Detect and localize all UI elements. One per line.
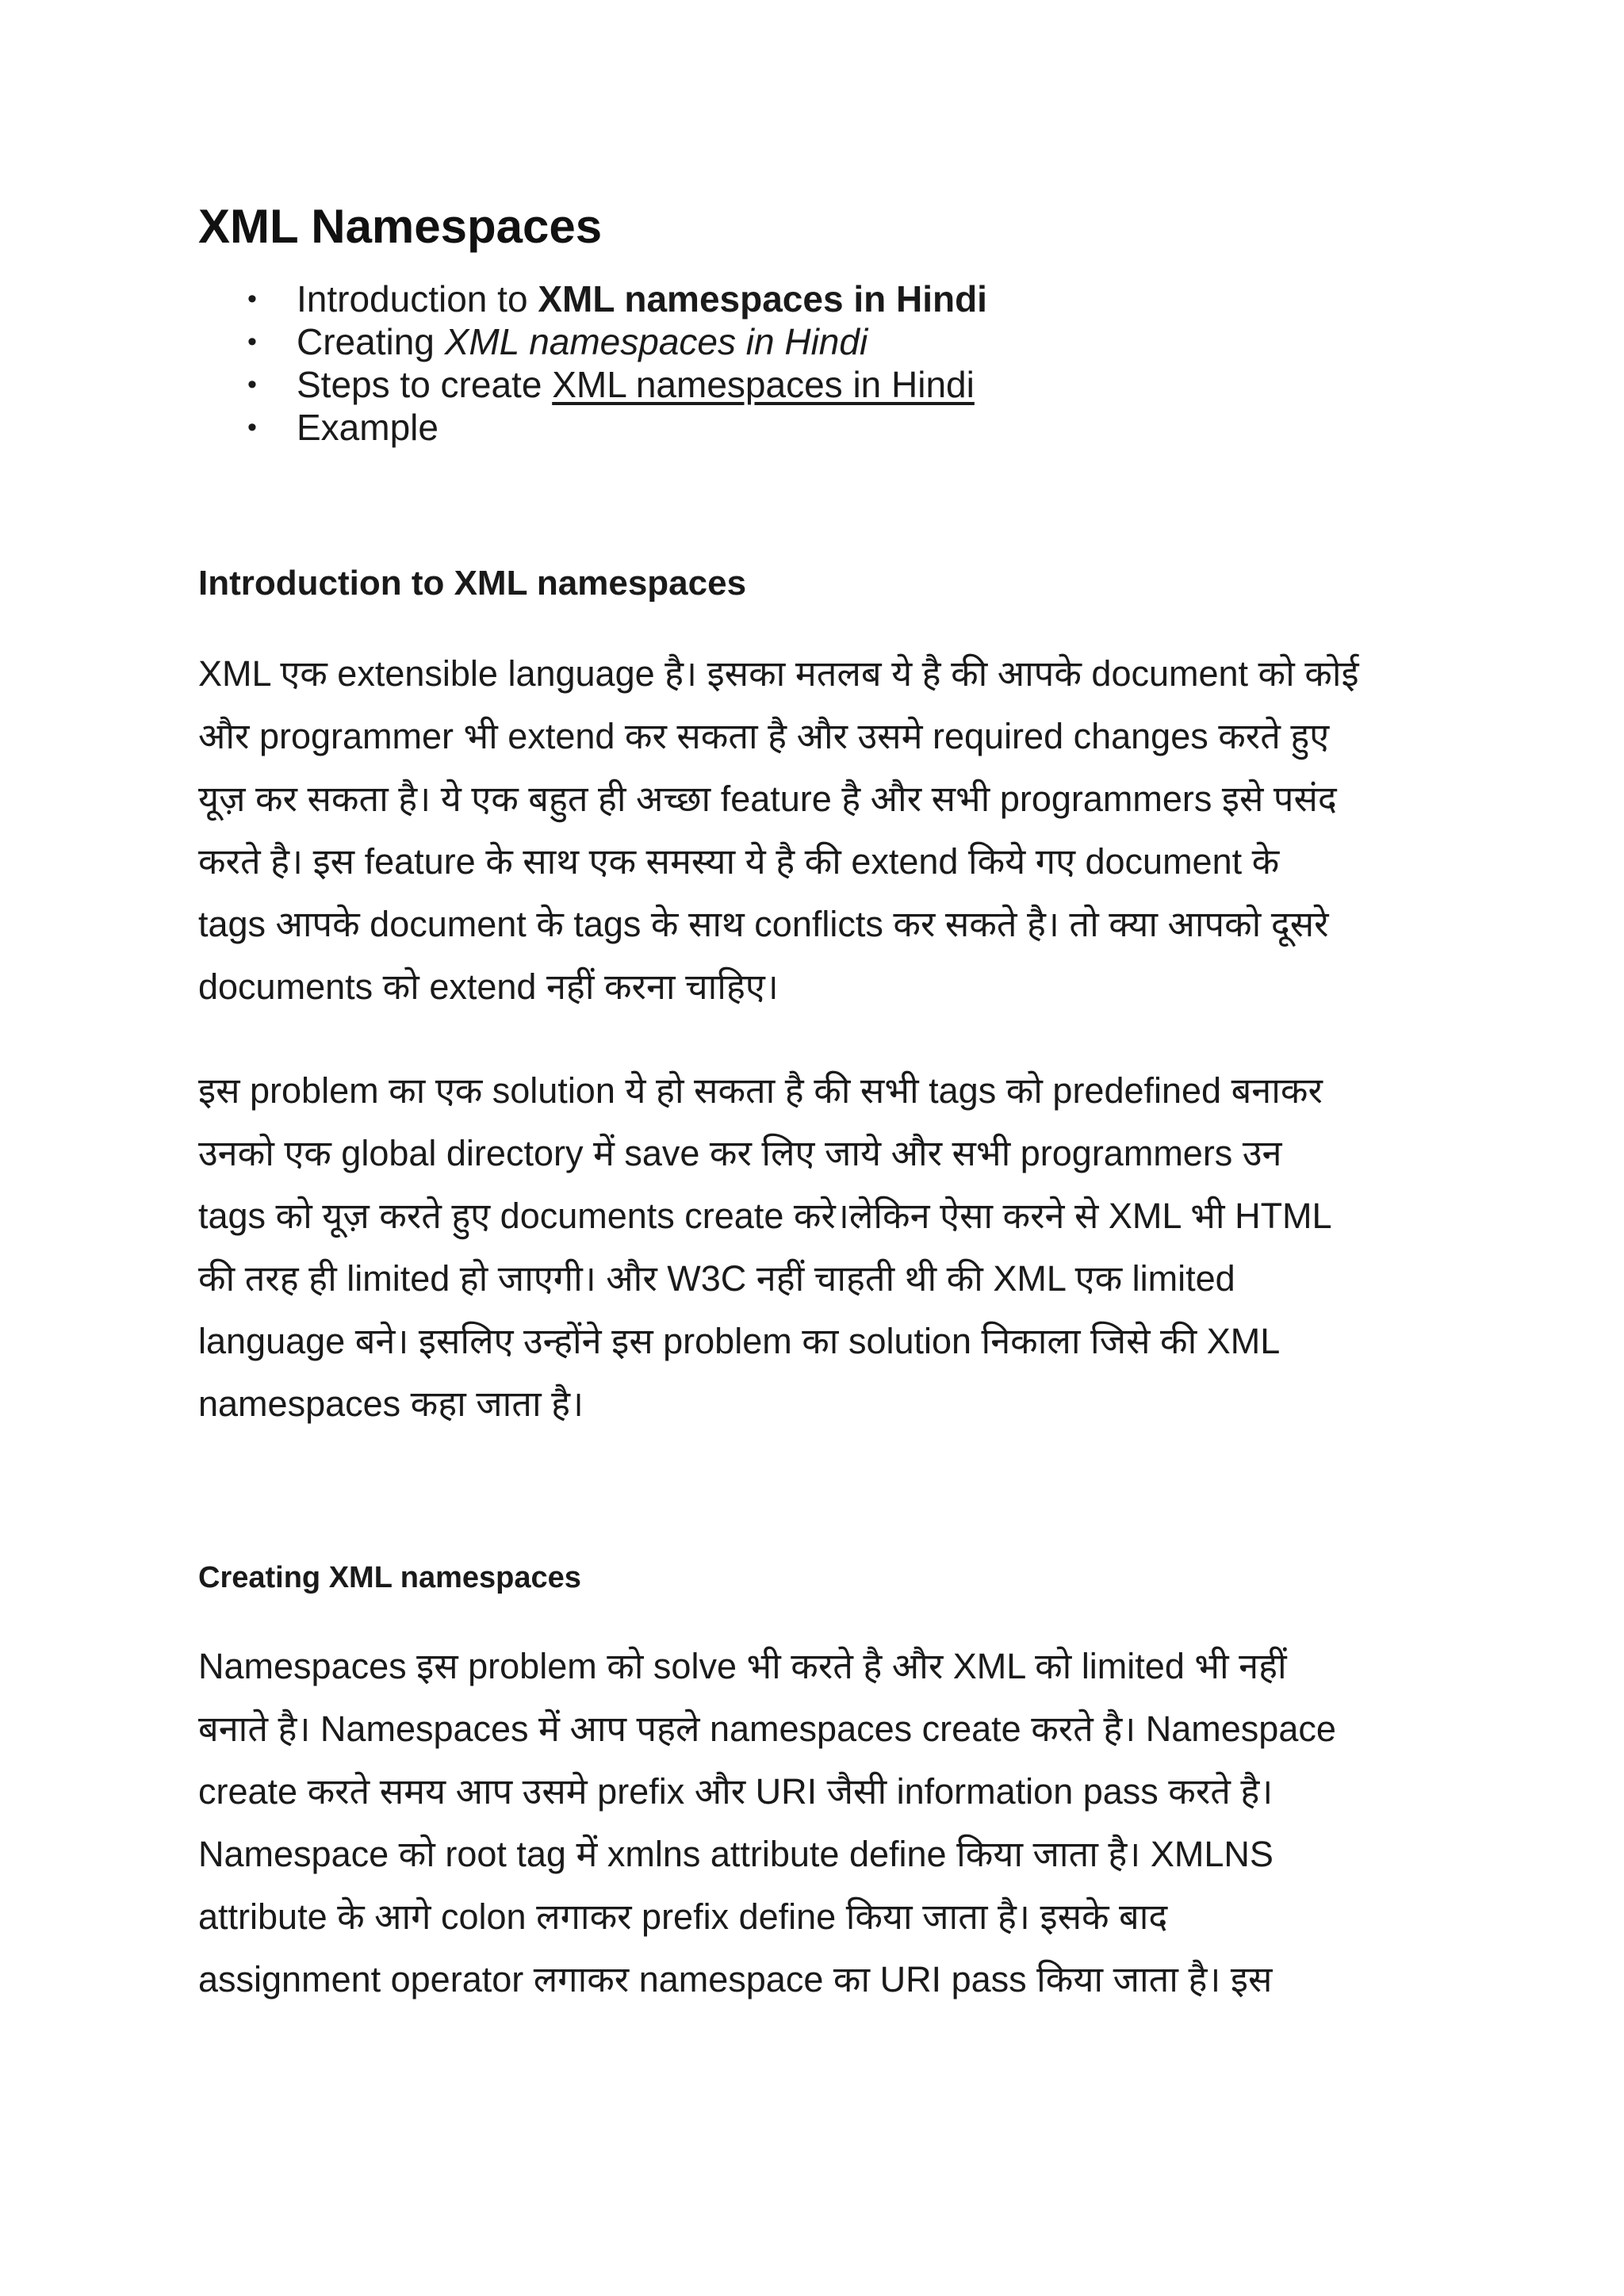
text-line: और programmer भी extend कर सकता है और उसमे required changes करते हुए	[198, 716, 1330, 756]
toc-item	[198, 277, 1505, 320]
text-line: उनको एक global directory में save कर लिए जाये और सभी programmers उन	[198, 1133, 1282, 1173]
table-of-contents	[198, 277, 1505, 449]
toc-item-emphasis: XML namespaces in Hindi	[538, 278, 987, 320]
toc-item-emphasis: XML namespaces in Hindi	[552, 364, 975, 405]
toc-item-text: Introduction to	[297, 278, 538, 320]
bullet-icon: •	[247, 327, 257, 357]
text-line: करते है। इस feature के साथ एक समस्या ये है की extend किये गए document के	[198, 841, 1280, 882]
text-line: इस problem का एक solution ये हो सकता है की सभी tags को predefined बनाकर	[198, 1070, 1323, 1111]
section-heading-creating: Creating XML namespaces	[198, 1561, 581, 1594]
toc-item	[198, 406, 1505, 449]
text-line: Namespace को root tag में xmlns attribute define किया जाता है। XMLNS	[198, 1834, 1274, 1874]
text-line: Namespaces इस problem को solve भी करते है और XML को limited भी नहीं	[198, 1646, 1287, 1686]
text-line: language बने। इसलिए उन्होंने इस problem का solution निकाला जिसे की XML	[198, 1321, 1281, 1361]
section-heading-introduction: Introduction to XML namespaces	[198, 564, 747, 603]
bullet-icon: •	[247, 412, 257, 442]
text-line: XML एक extensible language है। इसका मतलब ये है की आपके document को कोई	[198, 653, 1359, 694]
paragraph	[198, 1059, 1505, 1435]
text-line: tags आपके document के tags के साथ conflicts कर सकते है। तो क्या आपको दूसरे	[198, 904, 1329, 944]
document-title: XML Namespaces	[198, 200, 603, 253]
text-line: documents को extend नहीं करना चाहिए।	[198, 966, 779, 1007]
toc-item	[198, 363, 1505, 406]
paragraph	[198, 1635, 1505, 2011]
paragraph	[198, 642, 1505, 1018]
text-line: यूज़ कर सकता है। ये एक बहुत ही अच्छा feature है और सभी programmers इसे पसंद	[198, 779, 1337, 819]
bullet-icon: •	[247, 284, 257, 314]
text-line: namespaces कहा जाता है।	[198, 1383, 584, 1424]
text-line: tags को यूज़ करते हुए documents create करे।लेकिन ऐसा करने से XML भी HTML	[198, 1196, 1332, 1236]
toc-item-text: Example	[297, 407, 439, 448]
toc-item-text: Steps to create	[297, 364, 553, 405]
text-line: assignment operator लगाकर namespace का URI pass किया जाता है। इस	[198, 1959, 1273, 1999]
text-line: create करते समय आप उसमे prefix और URI जैसी information pass करते है।	[198, 1771, 1274, 1812]
text-line: attribute के आगे colon लगाकर prefix define किया जाता है। इसके बाद	[198, 1896, 1168, 1937]
toc-item-emphasis: XML namespaces in Hindi	[444, 321, 868, 362]
toc-item-text: Creating	[297, 321, 445, 362]
bullet-icon: •	[247, 369, 257, 400]
text-line: बनाते है। Namespaces में आप पहले namespaces create करते है। Namespace	[198, 1709, 1336, 1749]
toc-item	[198, 320, 1505, 363]
text-line: की तरह ही limited हो जाएगी। और W3C नहीं चाहती थी की XML एक limited	[198, 1258, 1235, 1299]
